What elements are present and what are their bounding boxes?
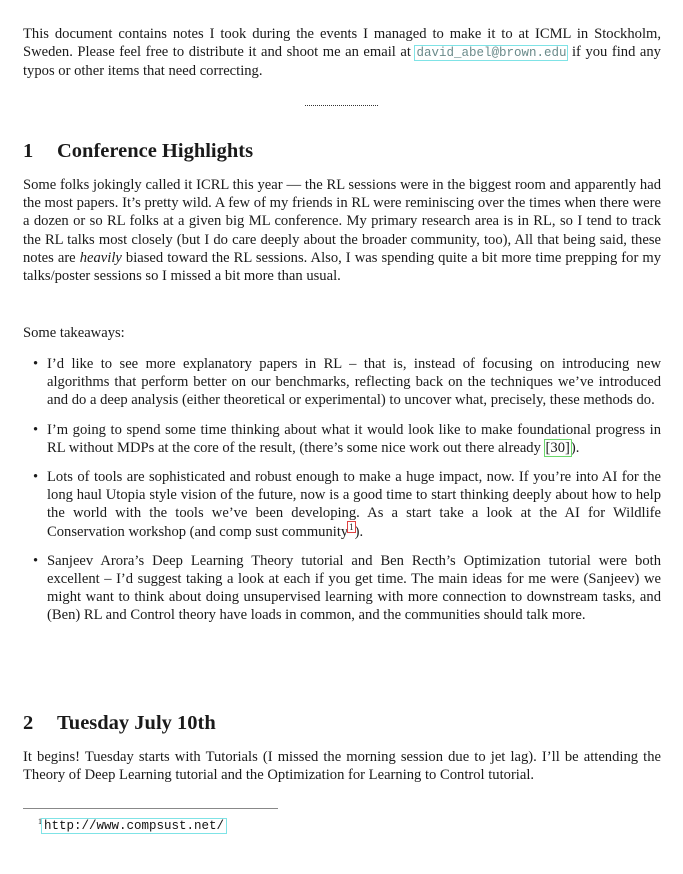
list-item [23, 355, 661, 410]
intro-text: This document contains notes I took during the events I managed to make it to at ICML in Stockholm, Sweden. Please feel free to distribute it and shoot me an email at [23, 26, 661, 61]
list-item-text: I’d like to see more explanatory papers in RL – that is, instead of focusing on introducing new algorithms that perform better on our benchmarks, reflecting back on the techniques we’ve introduced and do a deep analysis (either theoretical or experimental) to uncover what, precisely, these methods do. [47, 356, 661, 409]
list-item [23, 421, 661, 457]
section1-paragraph [23, 176, 661, 285]
section-title: Tuesday July 10th [57, 712, 216, 734]
list-item-text: Sanjeev Arora’s Deep Learning Theory tutorial and Ben Recth’s Optimization tutorial were both excellent – I’d suggest taking a look at each if you get time. The main ideas for me were (Sanjeev) we might want to think about doing unsupervised learning with more connection to downstream tasks, and (Ben) RL and Control theory have loads in common, and the communities should talk more. [47, 552, 661, 624]
section2-paragraph: It begins! Tuesday starts with Tutorials (I missed the morning session due to jet lag). I’ll be attending the Theory of Deep Learning tutorial and the Optimization for Learning to Control tutorial. [23, 749, 661, 784]
footnote-url-link[interactable]: http://www.compsust.net/ [44, 819, 225, 833]
para-text-end: biased toward the RL sessions. Also, I was spending quite a bit more time prepping for my talks/poster sessions so I missed a bit more than usual. [23, 249, 662, 285]
section-number: 2 [23, 712, 34, 734]
intro-text-end: if you find any typos or other items that need correcting. [23, 44, 661, 80]
bullet-icon: • [33, 552, 39, 569]
email-link[interactable]: david_abel@brown.edu [416, 46, 567, 61]
takeaways-list [23, 355, 661, 636]
list-item-text-end: ). [570, 439, 580, 456]
list-item [23, 552, 661, 625]
footnote-ref-link[interactable]: 1 [349, 521, 354, 532]
footnote-rule [23, 808, 278, 809]
footnote-mark: 1 [38, 817, 42, 826]
bullet-icon: • [33, 356, 39, 372]
footnote [38, 813, 226, 835]
section-heading [23, 711, 216, 735]
emphasis: heavily [79, 249, 122, 266]
section-title: Conference Highlights [57, 140, 254, 162]
bullet-icon: • [33, 421, 39, 438]
bullet-icon: • [33, 469, 39, 486]
section-number: 1 [23, 140, 34, 162]
list-item [23, 468, 661, 541]
intro-paragraph [23, 25, 661, 81]
list-item-text: Lots of tools are sophisticated and robust enough to make a huge impact, now. If you’re into AI for the long haul Utopia style vision of the future, now is a good time to start thinking deeply about how to help the world with the tools we’ve been developing. As a start take a look at the AI for Wildlife Conservation workshop (and comp sust community [47, 469, 661, 540]
list-item-text: I’m going to spend some time thinking about what it would look like to make foundational progress in RL without MDPs at the core of the result, (there’s some nice work out there already [47, 421, 661, 456]
list-item-text-end: ). [354, 523, 364, 540]
section-heading [23, 139, 253, 163]
section-separator [305, 105, 378, 106]
para-text: Some folks jokingly called it ICRL this year — the RL sessions were in the biggest room and apparently had the most papers. It’s pretty wild. A few of my friends in RL were reminiscing over the times when there were a dozen or so RL folks at a given big ML conference. My primary research area is in RL, so I tend to track the RL talks most closely (but I do care deeply about the broader community, too), All that being said, these notes are [23, 177, 661, 266]
citation-link[interactable]: [30] [545, 439, 570, 456]
takeaways-label: Some takeaways: [23, 325, 125, 341]
